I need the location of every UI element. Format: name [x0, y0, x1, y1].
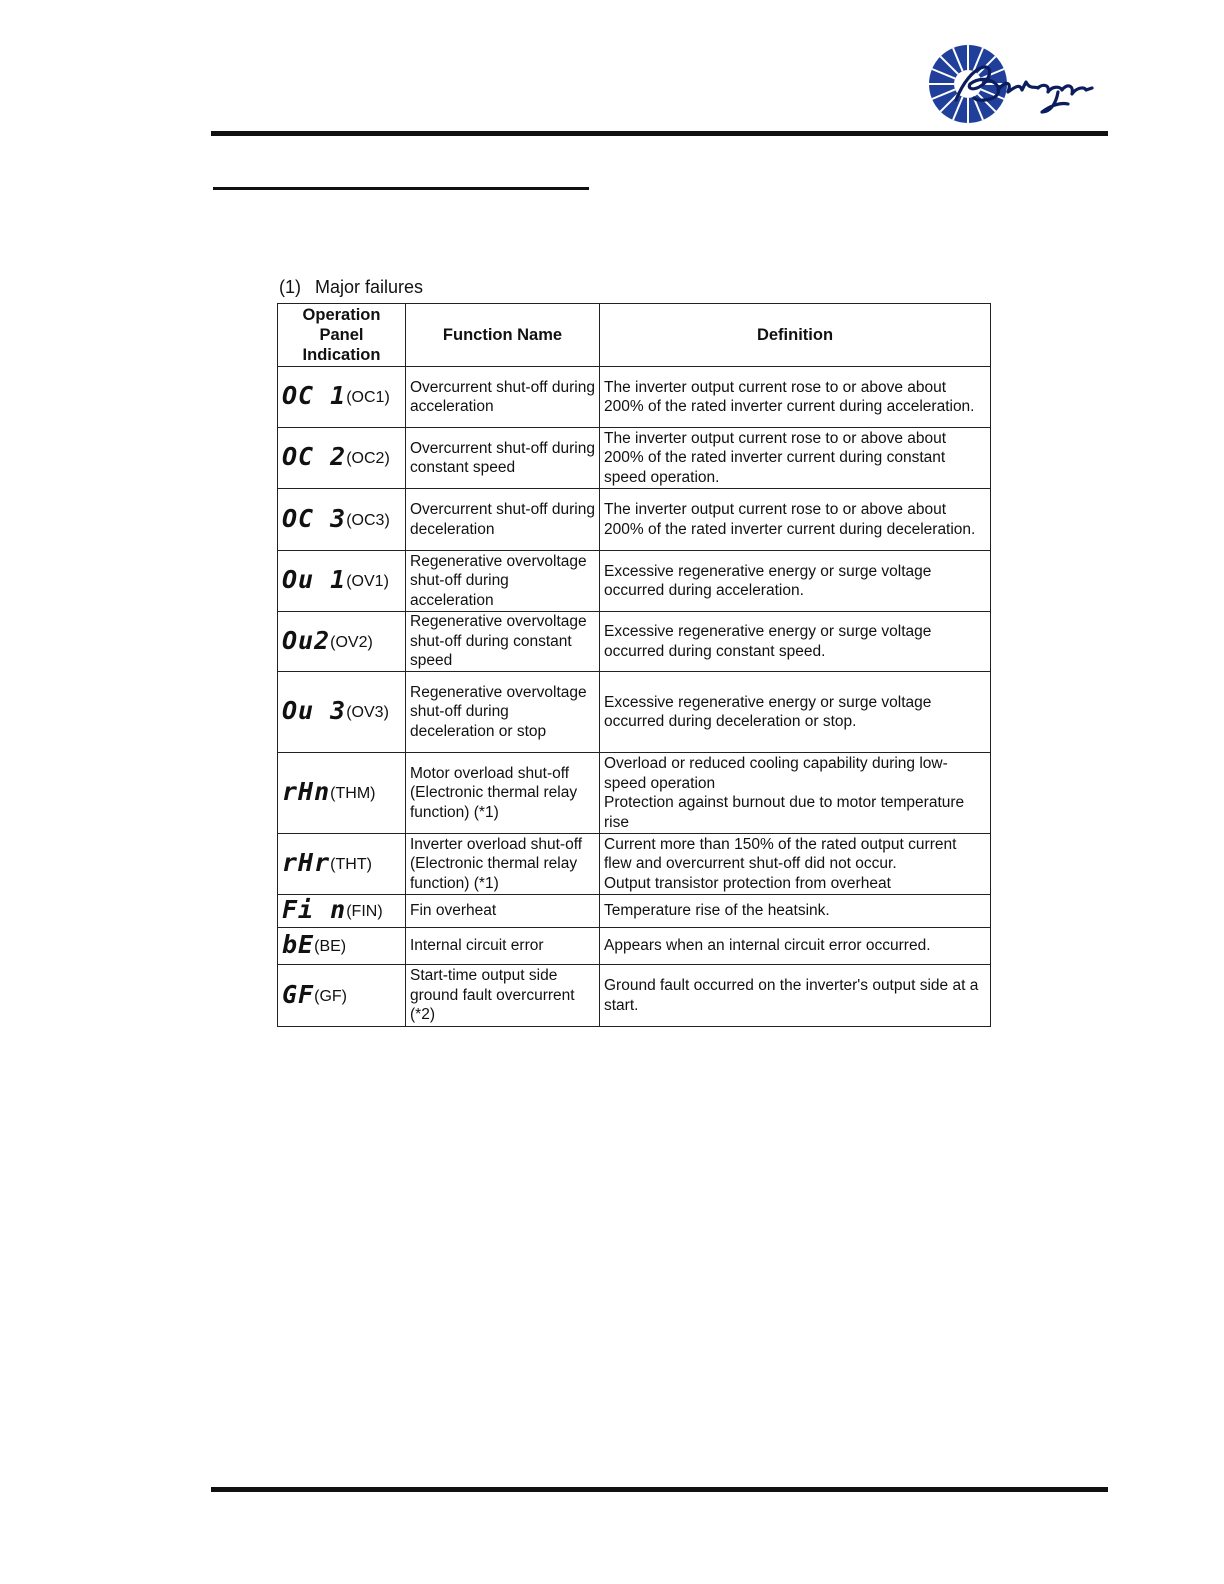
segment-display-code: rHn — [282, 777, 331, 807]
function-name-cell: Regenerative overvoltage shut-off during deceleration or stop — [406, 672, 600, 753]
header-function-name: Function Name — [406, 304, 600, 367]
segment-display-code: OC 2 — [282, 442, 347, 472]
indication-cell — [278, 965, 406, 1027]
error-code: (OV2) — [330, 633, 373, 651]
indication-cell — [278, 551, 406, 612]
error-code: (FIN) — [346, 903, 383, 921]
indication-cell — [278, 672, 406, 753]
header-rule — [211, 131, 1108, 136]
section-number: (1) — [279, 277, 301, 297]
definition-cell: The inverter output current rose to or above about 200% of the rated inverter current during acceleration. — [600, 367, 991, 428]
table-row — [278, 551, 991, 612]
function-name-cell: Motor overload shut-off (Electronic thermal relay function) (*1) — [406, 753, 600, 834]
table-row — [278, 895, 991, 928]
table-row — [278, 489, 991, 551]
function-name-cell: Overcurrent shut-off during deceleration — [406, 489, 600, 551]
function-name-cell: Overcurrent shut-off during acceleration — [406, 367, 600, 428]
error-code: (GF) — [314, 987, 347, 1005]
indication-cell — [278, 895, 406, 928]
table-row — [278, 367, 991, 428]
table-row — [278, 965, 991, 1027]
function-name-cell: Overcurrent shut-off during constant speed — [406, 428, 600, 489]
indication-cell — [278, 612, 406, 672]
error-code: (OC1) — [346, 389, 390, 407]
header-definition: Definition — [600, 304, 991, 367]
definition-cell: Overload or reduced cooling capability during low-speed operation Protection against burnout due to motor temperature rise — [600, 753, 991, 834]
definition-cell: The inverter output current rose to or above about 200% of the rated inverter current during constant speed operation. — [600, 428, 991, 489]
definition-cell: Temperature rise of the heatsink. — [600, 895, 991, 928]
definition-cell: Excessive regenerative energy or surge voltage occurred during acceleration. — [600, 551, 991, 612]
function-name-cell: Regenerative overvoltage shut-off during constant speed — [406, 612, 600, 672]
indication-cell — [278, 753, 406, 834]
indication-cell — [278, 928, 406, 965]
definition-cell: Appears when an internal circuit error occurred. — [600, 928, 991, 965]
segment-display-code: Ou 1 — [282, 565, 347, 595]
definition-cell: Current more than 150% of the rated output current flew and overcurrent shut-off did not occur. Output transistor protection from overheat — [600, 834, 991, 895]
function-name-cell: Fin overheat — [406, 895, 600, 928]
segment-display-code: OC 1 — [282, 381, 347, 411]
error-code: (THT) — [330, 856, 372, 874]
section-heading — [279, 277, 423, 298]
table-row — [278, 834, 991, 895]
indication-cell — [278, 489, 406, 551]
header-operation-panel-indication: Operation Panel Indication — [278, 304, 406, 367]
segment-display-code: OC 3 — [282, 503, 347, 533]
function-name-cell: Internal circuit error — [406, 928, 600, 965]
definition-cell: Excessive regenerative energy or surge voltage occurred during constant speed. — [600, 612, 991, 672]
error-code: (OC3) — [346, 511, 390, 529]
error-code: (THM) — [330, 785, 376, 803]
definition-cell: The inverter output current rose to or above about 200% of the rated inverter current during deceleration. — [600, 489, 991, 551]
indication-cell — [278, 367, 406, 428]
function-name-cell: Start-time output side ground fault overcurrent (*2) — [406, 965, 600, 1027]
error-code: (OC2) — [346, 450, 390, 468]
segment-display-code: GF — [282, 979, 315, 1009]
error-code: (OV1) — [346, 573, 389, 591]
error-code: (BE) — [314, 938, 347, 956]
segment-display-code: bE — [282, 930, 315, 960]
function-name-cell: Inverter overload shut-off (Electronic thermal relay function) (*1) — [406, 834, 600, 895]
table-header-row — [278, 304, 991, 367]
table-row — [278, 928, 991, 965]
function-name-cell: Regenerative overvoltage shut-off during acceleration — [406, 551, 600, 612]
segment-display-code: Ou2 — [282, 625, 331, 655]
indication-cell — [278, 428, 406, 489]
indication-cell — [278, 834, 406, 895]
belanger-logo — [926, 42, 1096, 126]
segment-display-code: rHr — [282, 848, 331, 878]
definition-cell: Ground fault occurred on the inverter's output side at a start. — [600, 965, 991, 1027]
segment-display-code: Ou 3 — [282, 696, 347, 726]
segment-display-code: Fi n — [282, 895, 347, 925]
table-row — [278, 672, 991, 753]
footer-rule — [211, 1487, 1108, 1492]
heading-underline — [213, 187, 589, 190]
definition-cell: Excessive regenerative energy or surge voltage occurred during deceleration or stop. — [600, 672, 991, 753]
error-code: (OV3) — [346, 704, 389, 722]
major-failures-table — [277, 303, 991, 1027]
section-title-text: Major failures — [315, 277, 424, 297]
table-row — [278, 753, 991, 834]
table-row — [278, 612, 991, 672]
table-row — [278, 428, 991, 489]
